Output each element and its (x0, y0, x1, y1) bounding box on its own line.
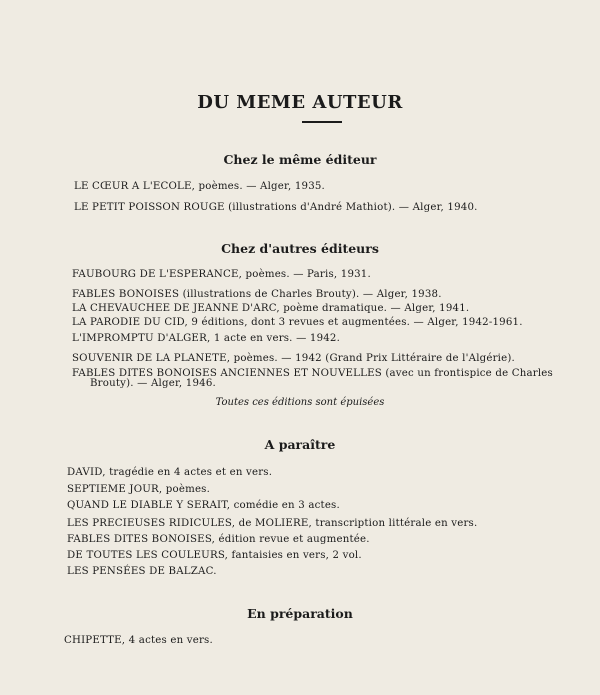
list-item: SOUVENIR DE LA PLANETE, poèmes. — 1942 (Grand Prix Littéraire de l'Algérie). (72, 353, 515, 364)
list-item: FABLES DITES BONOISES, édition revue et augmentée. (67, 534, 370, 545)
list-item: LES PENSÉES DE BALZAC. (67, 566, 217, 577)
list-item: SEPTIEME JOUR, poèmes. (67, 484, 211, 495)
list-item: DE TOUTES LES COULEURS, fantaisies en vers, 2 vol. (67, 550, 362, 561)
list-item: CHIPETTE, 4 actes en vers. (64, 635, 213, 646)
list-item: LA PARODIE DU CID, 9 éditions, dont 3 revues et augmentées. — Alger, 1942-1961. (72, 317, 523, 328)
list-item-continuation: Brouty). — Alger, 1946. (90, 378, 216, 389)
title-rule (302, 121, 342, 123)
list-item: LA CHEVAUCHEE DE JEANNE D'ARC, poème dramatique. — Alger, 1941. (72, 303, 470, 314)
list-item: LES PRECIEUSES RIDICULES, de MOLIERE, transcription littérale en vers. (67, 518, 478, 529)
list-item: L'IMPROMPTU D'ALGER, 1 acte en vers. — 1942. (72, 333, 341, 344)
list-item: QUAND LE DIABLE Y SERAIT, comédie en 3 actes. (67, 500, 340, 511)
list-item: FABLES DITES BONOISES ANCIENNES ET NOUVELLES (avec un frontispice de Charles (72, 368, 553, 379)
list-item: LE PETIT POISSON ROUGE (illustrations d'André Mathiot). — Alger, 1940. (74, 202, 478, 213)
heading-forthcoming: A paraître (264, 437, 336, 452)
availability-note: Toutes ces éditions sont épuisées (215, 397, 385, 408)
list-item: FAUBOURG DE L'ESPERANCE, poèmes. — Paris, 1931. (72, 269, 371, 280)
list-item: DAVID, tragédie en 4 actes et en vers. (67, 467, 273, 478)
heading-other-publishers: Chez d'autres éditeurs (221, 241, 379, 256)
page-title: DU MEME AUTEUR (197, 92, 403, 113)
heading-in-preparation: En préparation (247, 606, 353, 621)
list-item: LE CŒUR A L'ECOLE, poèmes. — Alger, 1935. (74, 181, 325, 192)
heading-same-publisher: Chez le même éditeur (223, 152, 377, 167)
list-item: FABLES BONOISES (illustrations de Charles Brouty). — Alger, 1938. (72, 289, 442, 300)
